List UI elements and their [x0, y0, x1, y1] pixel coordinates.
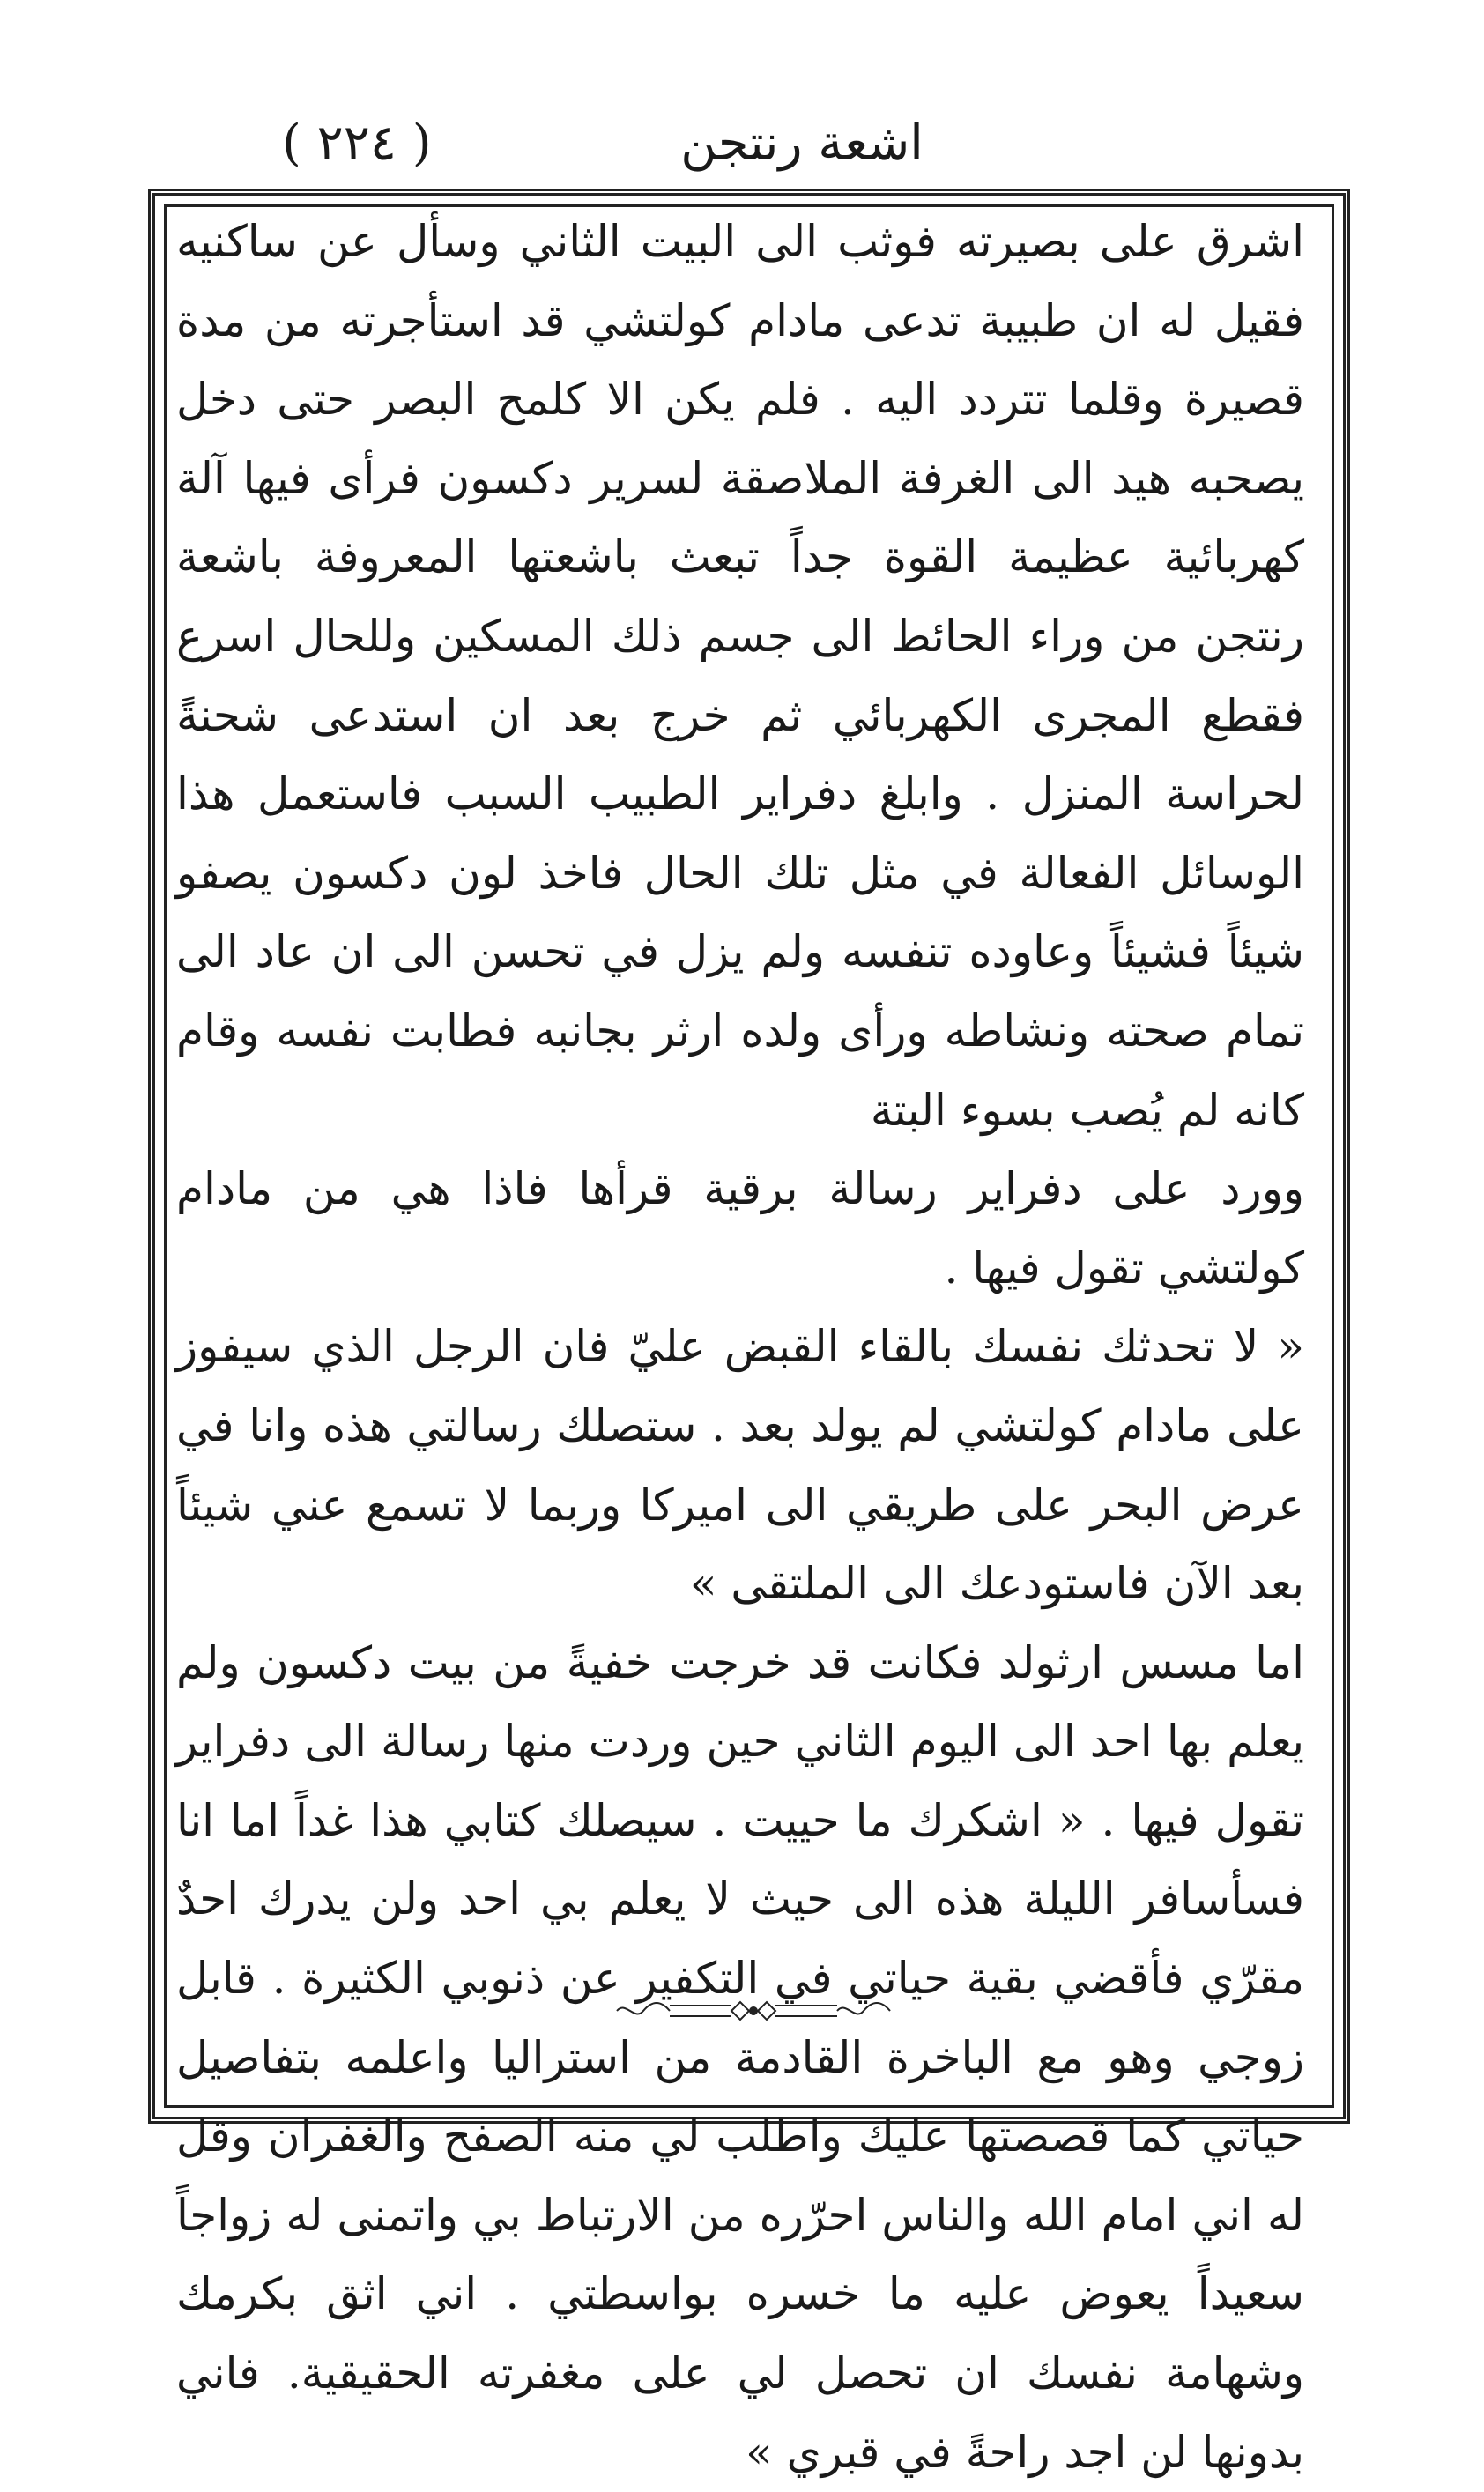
page-header: [176, 104, 1322, 183]
paragraph-2: وورد على دفراير رسالة برقية قرأها فاذا هي من مادام كولتشي تقول فيها .: [176, 1163, 1304, 1294]
paragraph-3: « لا تحدثك نفسك بالقاء القبض عليّ فان الرجل الذي سيفوز على مادام كولتشي لم يولد بعد . ستصلك رسالتي هذه وانا في عرض البحر على طريقي الى اميركا وربما لا تسمع عني شيئاً بعد الآن فاستودعك الى الملتقى »: [176, 1321, 1304, 1610]
running-title: اشعة رنتجن: [680, 115, 924, 172]
paragraph-1: اشرق على بصيرته فوثب الى البيت الثاني وسأل عن ساكنيه فقيل له ان طبيبة تدعى مادام كولتشي قد استأجرته من مدة قصيرة وقلما تتردد اليه . فلم يكن الا كلمح البصر حتى دخل يصحبه هيد الى الغرفة الملاصقة لسرير دكسون فرأى فيها آلة كهربائية عظيمة القوة جداً تبعث باشعتها المعروفة باشعة رنتجن من وراء الحائط الى جسم ذلك المسكين وللحال اسرع فقطع المجرى الكهربائي ثم خرج بعد ان استدعى شحنةً لحراسة المنزل . وابلغ دفراير الطبيب السبب فاستعمل هذا الوسائل الفعالة في مثل تلك الحال فاخذ لون دكسون يصفو شيئاً فشيئاً وعاوده تنفسه ولم يزل في تحسن الى ان عاد الى تمام صحته ونشاطه ورأى ولده ارثر بجانبه فطابت نفسه وقام كانه لم يُصب بسوء البتة: [176, 216, 1304, 1136]
page-number: ( ٢٢٤ ): [282, 115, 432, 172]
ornament-divider: [608, 1993, 899, 2028]
body-text: [176, 203, 1304, 2492]
paragraph-4: اما مسس ارثولد فكانت قد خرجت خفيةً من بيت دكسون ولم يعلم بها احد الى اليوم الثاني حين وردت منها رسالة الى دفراير تقول فيها . « اشكرك ما حييت . سيصلك كتابي هذا غداً اما انا فسأسافر الليلة هذه الى حيث لا يعلم بي احد ولن يدرك احدٌ مقرّي فأقضي بقية حياتي في التكفير عن ذنوبي الكثيرة . قابل زوجي وهو مع الباخرة القادمة من استراليا واعلمه بتفاصيل حياتي كما قصصتها عليك واطلب لي منه الصفح والغفران وقل له اني امام الله والناس احرّره من الارتباط بي واتمنى له زواجاً سعيداً يعوض عليه ما خسره بواسطتي . اني اثق بكرمك وشهامة نفسك ان تحصل لي على مغفرته الحقيقية. فاني بدونها لن اجد راحةً في قبري »: [176, 1636, 1304, 2478]
